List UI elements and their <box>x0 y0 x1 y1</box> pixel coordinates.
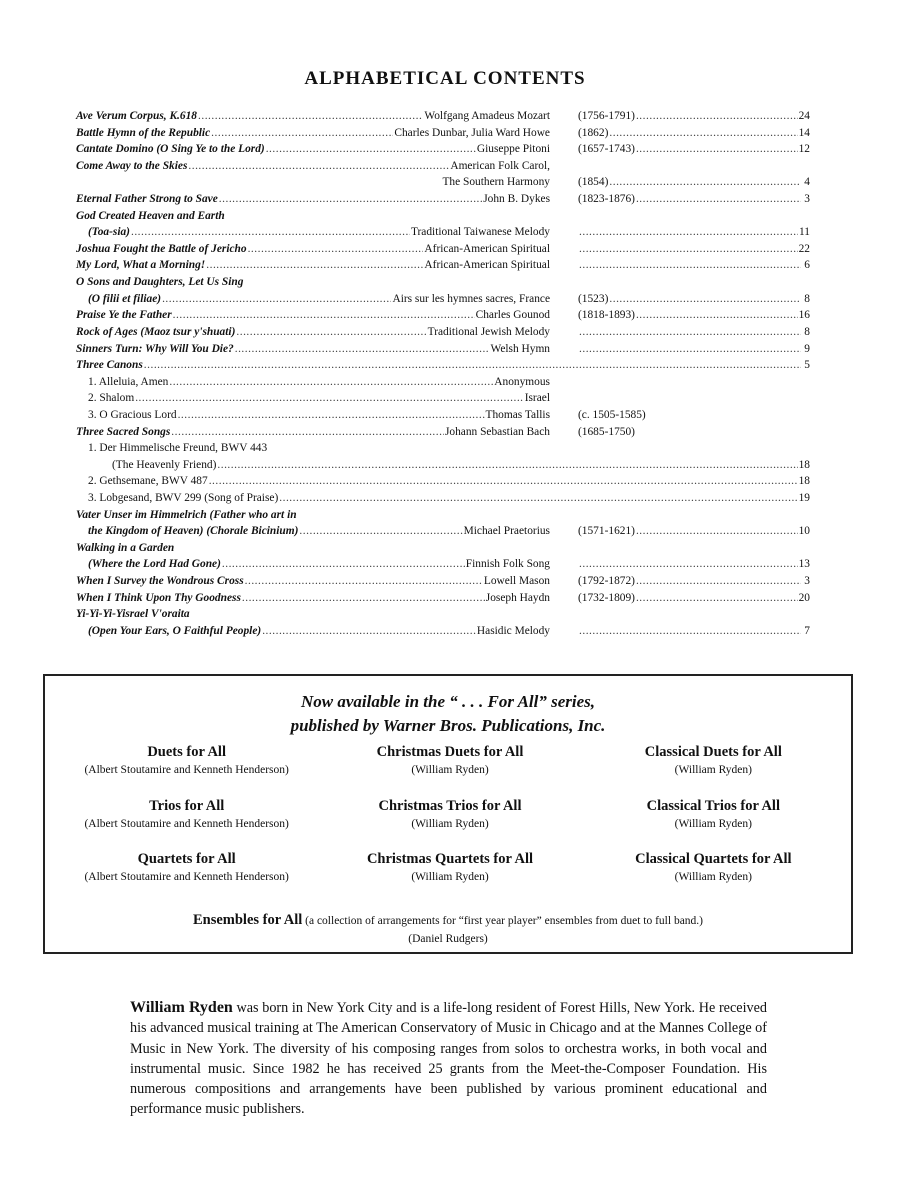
toc-composer: Thomas Tallis <box>485 408 550 421</box>
series-row <box>55 797 845 851</box>
dot-leader <box>162 291 391 308</box>
toc-composer: Traditional Jewish Melody <box>427 325 550 338</box>
toc-title: Battle Hymn of the Republic <box>76 126 211 139</box>
toc-title: 3. O Gracious Lord <box>88 408 177 421</box>
toc-title: (Toa-sia) <box>88 226 130 239</box>
toc-composer: John B. Dykes <box>483 193 550 206</box>
page-title: ALPHABETICAL CONTENTS <box>304 68 586 89</box>
toc-date-column <box>550 191 810 208</box>
toc-date-column <box>550 307 810 324</box>
toc-composer: Finnish Folk Song <box>465 558 550 571</box>
toc-title: O Sons and Daughters, Let Us Sing <box>76 276 244 289</box>
toc-row <box>76 606 810 623</box>
toc-title: 3. Lobgesand, BWV 299 (Song of Praise) <box>88 492 279 505</box>
toc-dates: (1823-1876) <box>578 193 635 206</box>
toc-date-column <box>550 556 810 573</box>
toc-composer: Michael Praetorius <box>463 525 550 538</box>
dot-leader <box>248 241 424 258</box>
toc-title: 2. Gethsemane, BWV 487 <box>88 475 208 488</box>
toc-row <box>76 257 810 274</box>
dot-leader <box>211 125 393 142</box>
toc-composer: African-American Spiritual <box>424 242 550 255</box>
toc-title: 2. Shalom <box>88 392 135 405</box>
toc-composer: Hasidic Melody <box>476 624 550 637</box>
toc-date-column <box>550 324 810 341</box>
series-item-authors: (William Ryden) <box>674 871 752 883</box>
toc-title: (O filii et filiae) <box>88 292 162 305</box>
toc-dates: (1657-1743) <box>578 143 635 156</box>
dot-leader <box>636 523 798 540</box>
toc-dates: (1571-1621) <box>578 525 635 538</box>
toc-composer: African-American Spiritual <box>424 259 550 272</box>
dot-leader <box>188 158 449 175</box>
toc-composer: American Folk Carol, <box>450 159 550 172</box>
toc-page: 22 <box>798 242 810 255</box>
dot-leader <box>209 473 798 490</box>
toc-composer: Welsh Hymn <box>490 342 550 355</box>
dot-leader <box>579 241 798 258</box>
toc-page: 24 <box>798 110 810 122</box>
dot-leader <box>135 390 524 407</box>
toc-row <box>76 324 810 341</box>
toc-page: 14 <box>798 126 810 139</box>
toc-row <box>76 457 810 474</box>
series-item <box>582 797 845 851</box>
series-item-name: Classical Quartets for All <box>635 851 792 867</box>
toc-row <box>76 141 810 158</box>
toc-composer: Charles Gounod <box>475 309 550 322</box>
toc-row <box>76 490 810 507</box>
toc-dates: (1685-1750) <box>578 425 635 438</box>
series-item <box>55 743 318 797</box>
dot-leader <box>219 191 482 208</box>
dot-leader <box>579 324 801 341</box>
toc-page: 13 <box>798 558 810 571</box>
toc-composer: Anonymous <box>494 375 550 388</box>
toc-row <box>76 473 810 490</box>
series-item-authors: (Albert Stoutamire and Kenneth Henderson) <box>84 764 289 776</box>
toc-page: 12 <box>798 143 810 156</box>
toc-title: (The Heavenly Friend) <box>112 458 217 471</box>
dot-leader <box>217 457 797 474</box>
toc-row <box>76 158 810 175</box>
dot-leader <box>242 590 485 607</box>
toc-title: Sinners Turn: Why Will You Die? <box>76 342 234 355</box>
series-item-authors: (William Ryden) <box>674 817 752 830</box>
dot-leader <box>609 291 801 308</box>
toc-row <box>76 540 810 557</box>
toc-row <box>76 191 810 208</box>
toc-page: 20 <box>798 591 810 604</box>
bio-text: was born in New York City and is a life-long resident of Forest Hills, New York. He received his advanced musical training at The American Conservatory of Music in Chicago and at the Mannes College of Music in New York. The diversity of his composing ranges from solos to orchestra works, in both vocal and instrumental music. Since 1982 he has received 25 grants from the Meet-the-Composer Foundation. His numerous compositions and arrangements have been published by various prominent educational and performance music publishers. <box>130 1000 768 1118</box>
toc-row <box>76 424 810 441</box>
toc-page: 16 <box>798 309 810 322</box>
toc-composer: Airs sur les hymnes sacres, France <box>392 292 550 305</box>
ensembles-description: (a collection of arrangements for “first year player” ensembles from duet to full band.) <box>305 915 704 927</box>
toc-date-column <box>550 108 810 125</box>
series-row <box>55 850 845 904</box>
toc-title: Walking in a Garden <box>76 541 175 554</box>
toc-date-column <box>550 141 810 158</box>
dot-leader <box>171 424 444 441</box>
toc-title: Come Away to the Skies <box>76 159 188 172</box>
series-grid <box>55 743 845 904</box>
toc-row <box>76 556 810 573</box>
series-item <box>582 743 845 797</box>
series-item-authors: (William Ryden) <box>674 764 752 776</box>
dot-leader <box>206 257 423 274</box>
series-item <box>582 850 845 904</box>
composer-bio <box>130 998 767 1120</box>
dot-leader <box>222 556 465 573</box>
dot-leader <box>173 307 475 324</box>
toc-title: Ave Verum Corpus, K.618 <box>76 110 197 122</box>
toc-title: When I Think Upon Thy Goodness <box>76 591 241 604</box>
toc-dates: (1862) <box>578 126 609 139</box>
series-item-name: Trios for All <box>149 797 225 814</box>
series-row <box>55 743 845 797</box>
toc-row <box>76 341 810 358</box>
toc-row <box>76 440 810 457</box>
toc-row <box>76 523 810 540</box>
toc-row <box>76 174 810 191</box>
toc-composer: Johann Sebastian Bach <box>444 425 550 438</box>
toc-row <box>76 357 810 374</box>
toc-page: 4 <box>804 176 810 189</box>
series-heading-line1: Now available in the “ . . . For All” series, <box>300 692 596 711</box>
toc-page: 7 <box>804 624 810 637</box>
series-item <box>55 797 318 851</box>
series-item-name: Quartets for All <box>137 851 236 867</box>
toc-date-column <box>550 341 810 358</box>
toc-dates: (1818-1893) <box>578 309 635 322</box>
series-item <box>318 743 581 797</box>
series-item-name: Duets for All <box>147 744 226 760</box>
toc-page: 11 <box>799 226 810 239</box>
series-item <box>55 850 318 904</box>
dot-leader <box>178 407 485 424</box>
toc-title: Vater Unser im Himmelrich (Father who art in <box>76 508 297 521</box>
ensembles-name: Ensembles for All <box>192 912 303 928</box>
toc-title: When I Survey the Wondrous Cross <box>76 575 244 588</box>
toc-title: Yi-Yi-Yi-Yisrael V'oraita <box>76 608 190 621</box>
series-item <box>318 850 581 904</box>
toc-composer: Wolfgang Amadeus Mozart <box>424 110 550 122</box>
toc-title: Three Sacred Songs <box>76 425 171 438</box>
toc-title: Rock of Ages (Maoz tsur y'shuati) <box>76 325 236 338</box>
toc-title: (Open Your Ears, O Faithful People) <box>88 624 262 637</box>
dot-leader <box>262 623 476 640</box>
toc-page: 8 <box>804 292 810 305</box>
toc-composer: The Southern Harmony <box>442 176 550 189</box>
toc-page: 8 <box>804 325 810 338</box>
dot-leader <box>636 590 798 607</box>
toc-title: Praise Ye the Father <box>76 309 172 322</box>
dot-leader <box>579 257 801 274</box>
dot-leader <box>636 191 801 208</box>
toc-page: 18 <box>798 475 810 488</box>
toc-composer: Joseph Haydn <box>485 591 550 604</box>
toc-title: Eternal Father Strong to Save <box>76 193 218 206</box>
dot-leader <box>636 307 798 324</box>
toc-date-column <box>550 224 810 241</box>
toc-row <box>76 241 810 258</box>
dot-leader <box>636 573 801 590</box>
toc-page: 5 <box>804 359 810 372</box>
dot-leader <box>279 490 797 507</box>
toc-title: My Lord, What a Morning! <box>76 259 206 272</box>
toc-row <box>76 108 810 125</box>
toc-row <box>76 623 810 640</box>
series-item-name: Classical Trios for All <box>646 797 780 814</box>
toc-row <box>76 224 810 241</box>
series-item <box>318 797 581 851</box>
dot-leader <box>144 357 801 374</box>
toc-date-column <box>550 424 810 441</box>
series-item-authors: (Albert Stoutamire and Kenneth Henderson) <box>84 817 289 830</box>
toc-row <box>76 274 810 291</box>
series-item-name: Classical Duets for All <box>644 744 782 760</box>
toc-row <box>76 390 810 407</box>
toc-title: the Kingdom of Heaven) (Chorale Bicinium) <box>88 525 299 538</box>
series-item-authors: (William Ryden) <box>411 764 489 776</box>
series-item-authors: (Albert Stoutamire and Kenneth Henderson) <box>84 871 289 883</box>
toc-row <box>76 208 810 225</box>
dot-leader <box>636 141 798 158</box>
toc-title: 1. Der Himmelische Freund, BWV 443 <box>88 442 268 455</box>
toc-dates: (1792-1872) <box>578 575 635 588</box>
dot-leader <box>579 341 801 358</box>
toc-date-column <box>550 523 810 540</box>
toc-composer: Charles Dunbar, Julia Ward Howe <box>394 126 550 139</box>
series-item-name: Christmas Trios for All <box>378 797 522 814</box>
toc-date-column <box>550 241 810 258</box>
dot-leader <box>609 174 801 191</box>
toc-row <box>76 291 810 308</box>
series-heading <box>45 690 851 738</box>
toc-composer: Israel <box>524 392 550 405</box>
series-heading-line2: published by Warner Bros. Publications, Inc. <box>290 716 606 735</box>
ensembles-author: (Daniel Rudgers) <box>408 933 488 945</box>
toc-date-column <box>550 174 810 191</box>
toc-row <box>76 307 810 324</box>
toc-row <box>76 573 810 590</box>
dot-leader <box>169 374 493 391</box>
toc-row <box>76 125 810 142</box>
toc-date-column <box>550 623 810 640</box>
toc-date-column <box>550 125 810 142</box>
dot-leader <box>198 108 423 125</box>
toc-row <box>76 407 810 424</box>
toc-dates: (1523) <box>578 292 609 305</box>
toc-page: 9 <box>804 342 810 355</box>
toc-row <box>76 590 810 607</box>
dot-leader <box>579 623 801 640</box>
dot-leader <box>236 324 426 341</box>
toc-composer: Lowell Mason <box>483 575 550 588</box>
toc-row <box>76 374 810 391</box>
toc-page: 6 <box>804 259 810 272</box>
toc-page: 10 <box>798 525 810 538</box>
toc-row <box>76 507 810 524</box>
toc-dates: (c. 1505-1585) <box>578 408 646 421</box>
toc-title: Cantate Domino (O Sing Ye to the Lord) <box>76 143 265 156</box>
toc-date-column <box>550 291 810 308</box>
series-item-authors: (William Ryden) <box>411 871 489 883</box>
dot-leader <box>266 141 476 158</box>
dot-leader <box>609 125 797 142</box>
toc-composer: Giuseppe Pitoni <box>476 143 550 156</box>
dot-leader <box>579 224 798 241</box>
toc-title: 1. Alleluia, Amen <box>88 375 169 388</box>
toc-date-column <box>550 590 810 607</box>
dot-leader <box>131 224 410 241</box>
toc-date-column <box>550 257 810 274</box>
dot-leader <box>299 523 462 540</box>
ensembles-entry <box>45 910 851 947</box>
toc-dates: (1732-1809) <box>578 591 635 604</box>
dot-leader <box>579 556 798 573</box>
dot-leader <box>636 108 798 125</box>
series-item-name: Christmas Quartets for All <box>366 851 534 867</box>
toc-dates: (1756-1791) <box>578 110 635 122</box>
toc-dates: (1854) <box>578 176 609 189</box>
toc-composer: Traditional Taiwanese Melody <box>410 226 550 239</box>
toc-date-column <box>550 573 810 590</box>
toc-date-column <box>550 407 810 424</box>
toc-page: 19 <box>798 492 810 505</box>
toc-page: 18 <box>798 458 810 471</box>
dot-leader <box>245 573 483 590</box>
series-box <box>43 674 853 954</box>
toc-title: God Created Heaven and Earth <box>76 209 225 222</box>
toc-title: Joshua Fought the Battle of Jericho <box>76 242 247 255</box>
toc-page: 3 <box>804 575 810 588</box>
toc-title: Three Canons <box>76 359 143 372</box>
dot-leader <box>235 341 490 358</box>
contents-list <box>76 108 810 640</box>
bio-name: William Ryden <box>130 999 233 1016</box>
toc-page: 3 <box>804 193 810 206</box>
series-item-name: Christmas Duets for All <box>376 744 524 760</box>
series-item-authors: (William Ryden) <box>411 817 489 830</box>
toc-title: (Where the Lord Had Gone) <box>88 558 221 571</box>
